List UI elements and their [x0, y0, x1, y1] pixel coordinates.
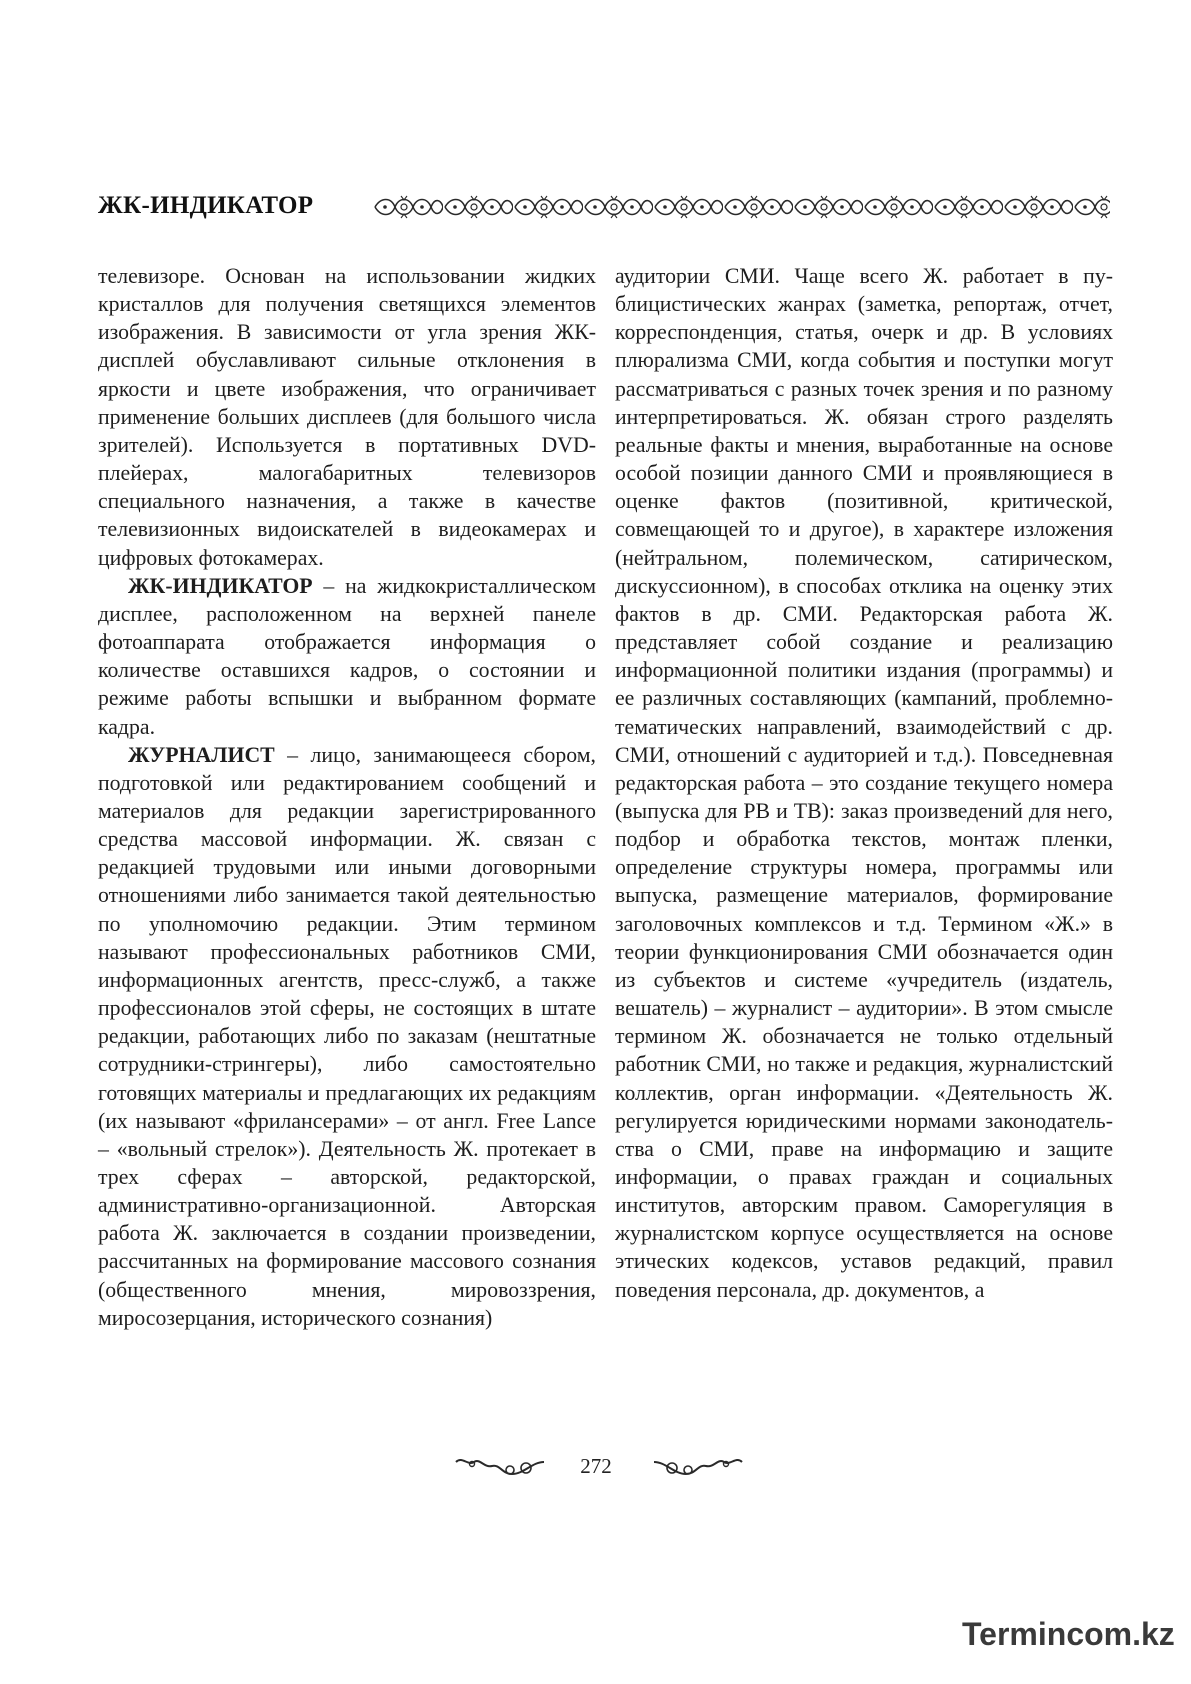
watermark-text: Termincom.kz	[962, 1616, 1175, 1652]
paragraph-text: телевизоре. Основан на использовании жидких кристаллов для получения светящихся элементов изображения. В зависимости от угла зрения ЖК-дисплей обуславливают сильные отклонения в яркости и цвете изображения, что ограничивает применение больших дисплеев (для большого числа зрителей). Используется в портативных DVD-плейерах, малогабаритных телевизоров специального назначения, а также в качестве телевизионных видоискателей в видеокамерах и цифровых фотокамерах.	[98, 264, 596, 570]
paragraph	[98, 262, 596, 572]
ornament-band	[373, 194, 1110, 220]
paragraph-text: аудитории СМИ. Чаще всего Ж. работает в публицистических жанрах (заметка, репортаж, отчет, корреспонденция, статья, очерк и др. В условиях плюрализма СМИ, когда события и поступки могут рассматриваться с разных точек зрения и по разному интерпретироваться. Ж. обязан строго разделять реальные факты и мнения, выработанные на основе особой позиции данного СМИ и проявляющиеся в оценке фактов (позитивной, критической, совмещающей то и другое), в характере изложения (нейтральном, полемическом, сатирическом, дискуссионном), в способах отклика на оценку этих фактов в др. СМИ. Редакторская работа Ж. представляет собой создание и реализацию информационной политики издания (программы) и ее различных составляющих (кампаний, проблемно-тематических направлений, взаимодействий с др. СМИ, отношений с аудиторией и т.д.). Повседневная редакторская работа – это создание текущего номера (выпуска для РВ и ТВ): заказ произведений для него, подбор и обработка текстов, монтаж пленки, определение структуры номера, программы или выпуска, размещение материалов, формирование заголовочных комплексов и т.д. Термином «Ж.» в теории функционирования СМИ обозначается один из субъектов и системе «учредитель (издатель, вешатель) – журналист – аудитории». В этом смысле термином Ж. обозначается не только отдельный работник СМИ, но также и редакция, журналистский коллектив, орган информации. «Деятельность Ж. регулируется юридическими нормами законодательства о СМИ, праве на информацию и защите информации, о правах граждан и социальных институтов, авторским правом. Саморегуляция в журналистском корпусе осуществляется на основе этических кодексов, уставов редакций, правил поведения персонала, др. документов, а	[615, 264, 1113, 1302]
page-footer	[0, 1448, 1191, 1488]
page-number: 272	[580, 1454, 612, 1478]
paragraph	[615, 262, 1113, 1304]
left-column	[98, 262, 596, 1332]
entry-paragraph	[98, 572, 596, 741]
entry-text: – лицо, занимающееся сбором, подготовкой или редактированием сообщений и материалов для редакции зарегистрированного средства массовой информации. Ж. связан с редакцией трудовыми или иными договорными отношениями либо занимается такой деятельностью по уполномочию редакции. Этим термином называют профессиональных работников СМИ, информационных агентств, пресс-служб, а также профессионалов этой сферы, не состоящих в штате редакции, работающих либо по заказам (нештатные сотрудники-стрингеры), либо самостоятельно готовящих материалы и предлагающих их редакциям (их называют «фрилансерами» – от англ. Free Lance – «вольный стрелок»). Деятельность Ж. протекает в трех сферах – авторской, редакторской, административно-организационной. Авторская работа Ж. заключается в создании произведении, рассчитанных на формирование массового сознания (общественного мнения, мировоззрения, миросозерцания, исторического сознания)	[98, 742, 596, 1330]
footer-ornament-left	[450, 1452, 550, 1482]
entry-term: ЖК-ИНДИКАТОР	[128, 573, 313, 598]
termincom-watermark-logo	[962, 1612, 1175, 1662]
footer-ornament-right	[648, 1452, 748, 1482]
entry-text: – на жидкокристаллическом дисплее, расположенном на верхней панеле фотоаппарата отображается информация о количестве оставшихся кадров, о состоянии и режиме работы вспышки и выбранном формате кадра.	[98, 573, 596, 739]
running-header	[98, 188, 1110, 228]
running-header-title: ЖК-ИНДИКАТОР	[98, 192, 314, 219]
right-column	[615, 262, 1113, 1304]
entry-paragraph	[98, 741, 596, 1332]
entry-term: ЖУРНАЛИСТ	[128, 742, 275, 767]
